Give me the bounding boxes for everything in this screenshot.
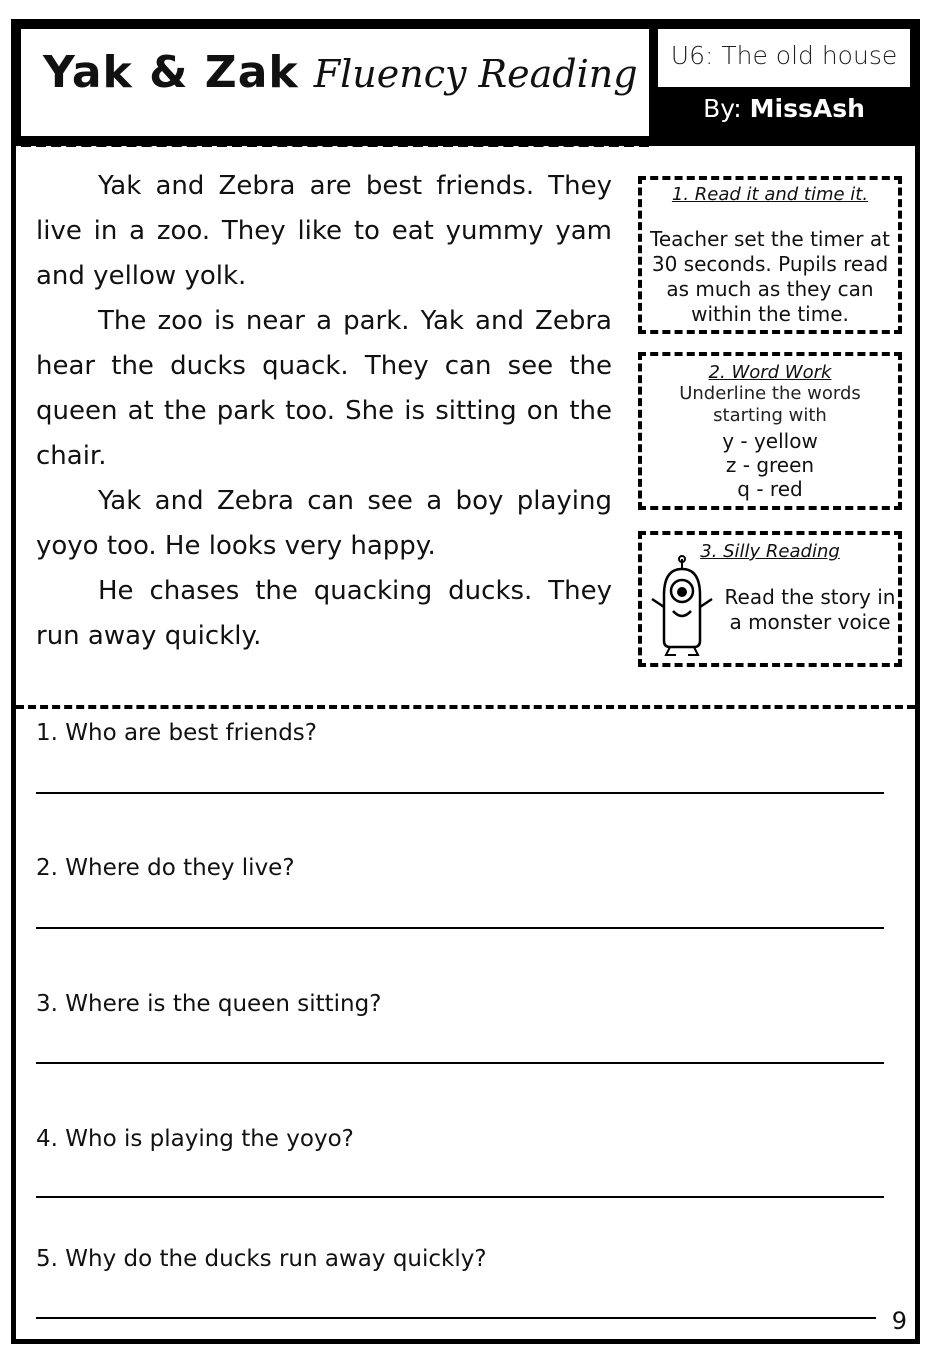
task-body: Teacher set the timer at 30 seconds. Pupils read as much as they can within the time. bbox=[650, 227, 890, 326]
author-name: MissAsh bbox=[749, 94, 865, 123]
title-sub: Fluency Reading bbox=[313, 52, 638, 96]
title-main: Yak & Zak bbox=[43, 47, 299, 98]
monster-icon bbox=[646, 555, 718, 659]
answer-line-3[interactable] bbox=[36, 1062, 884, 1064]
task-heading: 2. Word Work bbox=[708, 362, 832, 383]
task-items bbox=[642, 429, 898, 501]
question-2: 2. Where do they live? bbox=[36, 855, 295, 881]
task-item: q - red bbox=[737, 477, 803, 501]
unit-box bbox=[658, 29, 910, 87]
story-text bbox=[36, 164, 612, 659]
author-line bbox=[658, 94, 910, 123]
page-number: 9 bbox=[891, 1307, 907, 1335]
question-3: 3. Where is the queen sitting? bbox=[36, 991, 382, 1017]
page-title bbox=[43, 47, 638, 98]
story-paragraph: Yak and Zebra can see a boy playing yoyo too. He looks very happy. bbox=[36, 486, 612, 561]
section-divider bbox=[16, 705, 915, 709]
task-word-work bbox=[638, 352, 902, 510]
title-divider bbox=[21, 142, 649, 147]
task-silly-reading bbox=[638, 531, 902, 667]
story-paragraph: The zoo is near a park. Yak and Zebra hear the ducks quack. They can see the queen at the park too. She is sitting on the chair. bbox=[36, 306, 612, 471]
header bbox=[16, 24, 915, 146]
task-item: z - green bbox=[725, 453, 815, 477]
story-paragraph: He chases the quacking ducks. They run away quickly. bbox=[36, 576, 612, 651]
task-item: y - yellow bbox=[722, 429, 818, 453]
task-body: Read the story in a monster voice bbox=[724, 585, 896, 634]
by-label: By: bbox=[703, 94, 742, 123]
answer-line-1[interactable] bbox=[36, 792, 884, 794]
worksheet-frame bbox=[11, 19, 920, 1344]
answer-line-2[interactable] bbox=[36, 927, 884, 929]
story-paragraph: Yak and Zebra are best friends. They live in a zoo. They like to eat yummy yam and yellow yolk. bbox=[36, 171, 612, 291]
title-box bbox=[21, 29, 649, 136]
question-4: 4. Who is playing the yoyo? bbox=[36, 1126, 354, 1152]
answer-line-4[interactable] bbox=[36, 1196, 884, 1198]
task-instruction: Underline the words starting with bbox=[679, 383, 861, 426]
question-1: 1. Who are best friends? bbox=[36, 720, 317, 746]
question-5: 5. Why do the ducks run away quickly? bbox=[36, 1246, 487, 1272]
unit-label: U6: The old house bbox=[670, 41, 898, 70]
task-read-and-time bbox=[638, 176, 902, 334]
task-heading: 1. Read it and time it. bbox=[671, 184, 869, 205]
task-heading: 3. Silly Reading bbox=[700, 541, 840, 562]
answer-line-5[interactable] bbox=[36, 1317, 876, 1319]
